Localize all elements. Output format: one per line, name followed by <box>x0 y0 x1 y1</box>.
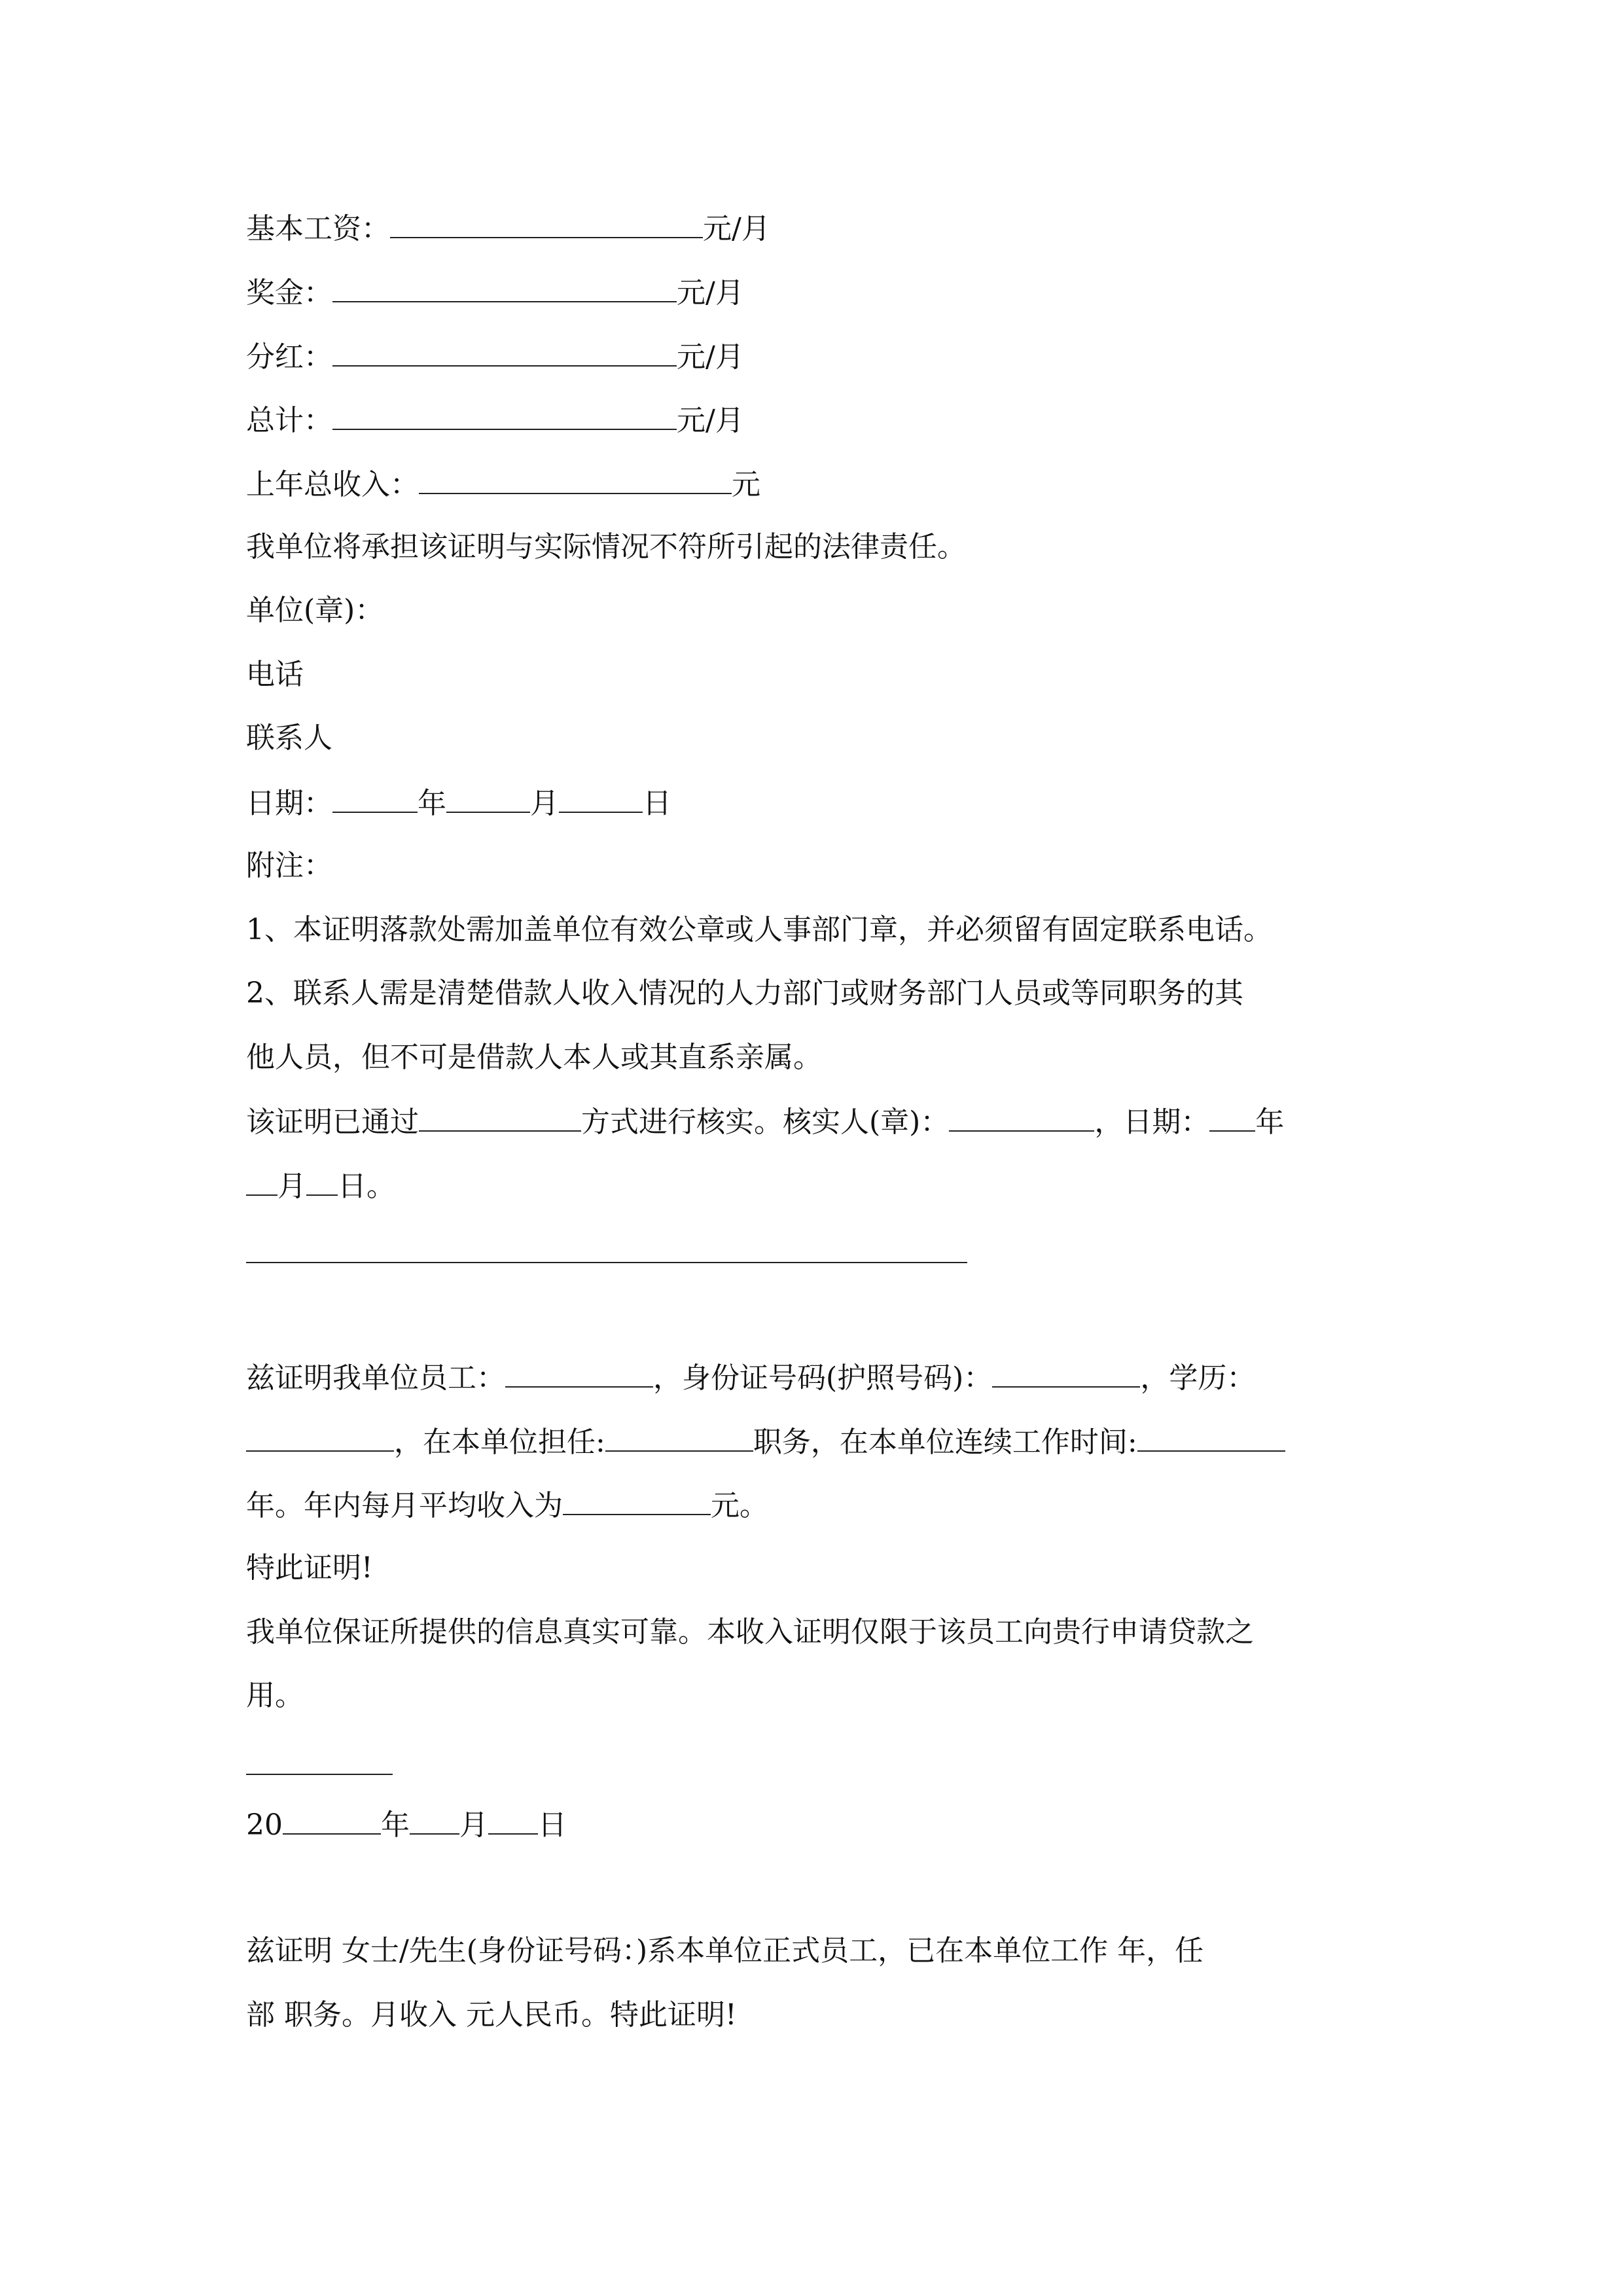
cert2-education-blank[interactable] <box>246 1422 394 1452</box>
annual-income-row <box>246 464 760 505</box>
liability-statement: 我单位将承担该证明与实际情况不符所引起的法律责任。 <box>246 530 966 564</box>
verify-row <box>246 1102 1284 1142</box>
date-year-blank[interactable] <box>332 783 418 813</box>
verify-year-label: 年 <box>1255 1105 1285 1139</box>
cert2-position-blank[interactable] <box>605 1422 753 1452</box>
total-blank[interactable] <box>332 400 677 430</box>
cert2-income-blank[interactable] <box>563 1485 711 1515</box>
date-day-label: 日 <box>643 787 671 820</box>
cert2-guarantee-line-1: 我单位保证所提供的信息真实可靠。本收入证明仅限于该员工向贵行申请贷款之 <box>246 1615 1254 1649</box>
note-1: 1、本证明落款处需加盖单位有效公章或人事部门章，并必须留有固定联系电话。 <box>246 913 1272 946</box>
date-day-blank[interactable] <box>559 783 643 813</box>
total-label: 总计： <box>246 404 332 437</box>
contact-label: 联系人 <box>246 721 332 755</box>
date-year-label: 年 <box>418 787 446 820</box>
phone-label: 电话 <box>246 658 304 691</box>
verify-row-2 <box>246 1166 395 1206</box>
cert2-education-label: ，学历： <box>1140 1361 1256 1395</box>
note-2-line-2: 他人员，但不可是借款人本人或其直系亲属。 <box>246 1041 822 1074</box>
cert2-year-label: 年 <box>381 1808 410 1842</box>
cert2-date-prefix: 20 <box>246 1808 283 1842</box>
cert2-date-row <box>246 1804 567 1845</box>
annual-income-label: 上年总收入： <box>246 468 419 501</box>
bonus-blank[interactable] <box>332 272 677 302</box>
dividend-blank[interactable] <box>332 336 677 367</box>
cert2-income-label: 年。年内每月平均收入为 <box>246 1489 563 1522</box>
verify-month-blank[interactable] <box>246 1166 277 1196</box>
cert3-line-1: 兹证明 女士/先生(身份证号码：)系本单位正式员工，已在本单位工作 年，任 <box>246 1934 1204 1967</box>
verify-method-blank[interactable] <box>419 1102 581 1132</box>
dividend-row <box>246 336 744 377</box>
date-month-blank[interactable] <box>446 783 530 813</box>
cert2-income-unit: 元。 <box>711 1489 768 1522</box>
basic-salary-blank[interactable] <box>390 208 703 238</box>
cert2-tenure-label: 职务，在本单位连续工作时间: <box>753 1426 1137 1459</box>
cert2-day-blank[interactable] <box>488 1804 538 1835</box>
verify-prefix: 该证明已通过 <box>246 1105 419 1139</box>
cert2-position-label: ，在本单位担任: <box>394 1426 605 1459</box>
dividend-label: 分红： <box>246 340 332 374</box>
date-row <box>246 783 671 823</box>
cert2-guarantee-line-2: 用。 <box>246 1679 304 1712</box>
annual-income-blank[interactable] <box>419 464 732 494</box>
basic-salary-label: 基本工资： <box>246 212 390 245</box>
signature-line[interactable] <box>246 1774 393 1775</box>
bonus-row <box>246 272 744 313</box>
basic-salary-row <box>246 208 770 249</box>
dividend-unit: 元/月 <box>677 340 744 374</box>
cert2-day-label: 日 <box>538 1808 567 1842</box>
total-row <box>246 400 744 440</box>
cert2-line-1 <box>246 1357 1255 1398</box>
total-unit: 元/月 <box>677 404 744 437</box>
cert2-line-3 <box>246 1485 768 1526</box>
verify-month-label: 月 <box>277 1170 306 1203</box>
cert2-tenure-blank[interactable] <box>1137 1422 1285 1452</box>
verifier-blank[interactable] <box>949 1102 1094 1132</box>
basic-salary-unit: 元/月 <box>703 212 770 245</box>
verify-date-label: ，日期： <box>1094 1105 1210 1139</box>
note-2-line-1: 2、联系人需是清楚借款人收入情况的人力部门或财务部门人员或等同职务的其 <box>246 977 1243 1010</box>
cert2-hereby: 特此证明! <box>246 1551 373 1585</box>
section-divider <box>246 1262 967 1263</box>
date-label: 日期： <box>246 787 332 820</box>
cert2-employee-blank[interactable] <box>505 1357 653 1388</box>
verify-day-label: 日。 <box>338 1170 395 1203</box>
cert2-line-2 <box>246 1422 1285 1462</box>
notes-title: 附注： <box>246 849 332 882</box>
annual-income-unit: 元 <box>732 468 760 501</box>
bonus-label: 奖金： <box>246 276 332 310</box>
cert2-id-label: ，身份证号码(护照号码)： <box>653 1361 993 1395</box>
verify-year-blank[interactable] <box>1209 1102 1255 1132</box>
cert2-employee-label: 兹证明我单位员工： <box>246 1361 505 1395</box>
cert2-year-blank[interactable] <box>283 1804 381 1835</box>
unit-seal-label: 单位(章)： <box>246 594 384 627</box>
cert3-line-2: 部 职务。月收入 元人民币。特此证明! <box>246 1998 737 2032</box>
cert2-month-blank[interactable] <box>410 1804 459 1835</box>
cert2-month-label: 月 <box>459 1808 488 1842</box>
cert2-id-blank[interactable] <box>992 1357 1140 1388</box>
date-month-label: 月 <box>530 787 559 820</box>
bonus-unit: 元/月 <box>677 276 744 310</box>
verify-day-blank[interactable] <box>306 1166 338 1196</box>
verify-mid: 方式进行核实。核实人(章)： <box>581 1105 950 1139</box>
